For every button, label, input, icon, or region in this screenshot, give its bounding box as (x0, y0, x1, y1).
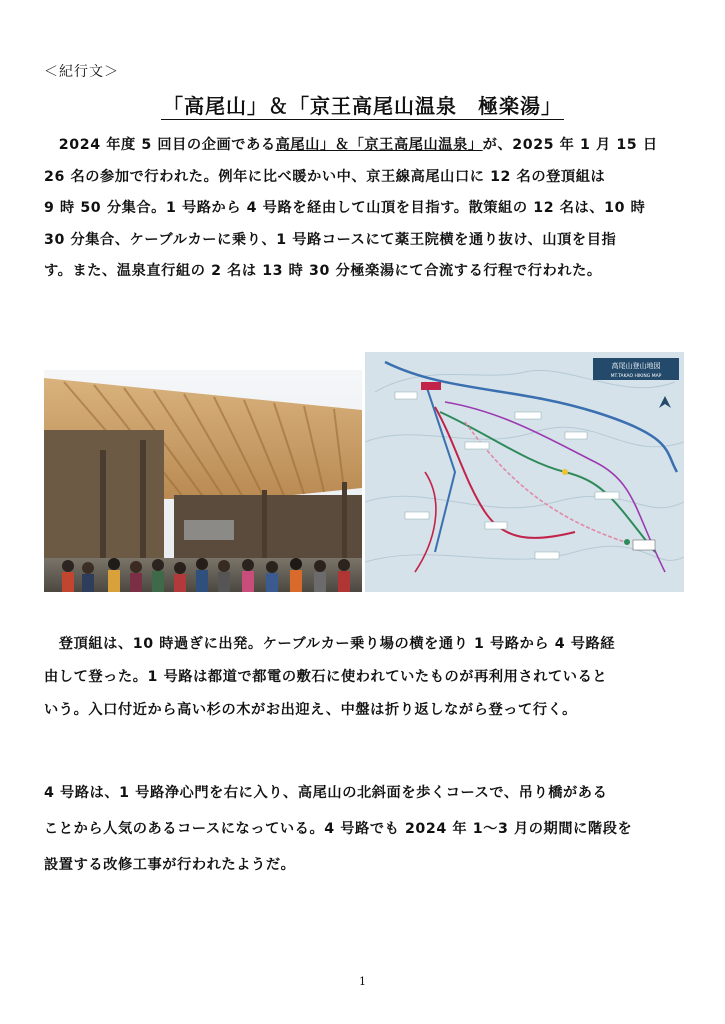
paragraph-line: 登頂組は、10 時過ぎに出発。ケーブルカー乗り場の横を通り 1 号路から 4 号路経 (44, 636, 616, 652)
paragraph-line: いう。入口付近から高い杉の木がお出迎え、中盤は折り返しながら登って行く。 (44, 702, 577, 718)
station-photo (44, 370, 362, 592)
hiking-map-photo (365, 352, 684, 592)
map-title-jp: 高尾山登山地図 (611, 362, 661, 370)
paragraph-line (44, 134, 684, 166)
text-span: 2024 年度 5 回目の企画である (44, 137, 276, 153)
paragraph-line: 26 名の参加で行われた。例年に比べ暖かい中、京王線高尾山口に 12 名の登頂組は (44, 168, 606, 185)
page-number: 1 (359, 975, 366, 988)
text-span: が、2025 年 1 月 15 日 (482, 137, 658, 153)
underlined-text: 高尾山」＆「京王高尾山温泉」 (275, 137, 483, 153)
photo-row (44, 352, 684, 592)
document-title (0, 90, 725, 119)
paragraph-2 (44, 633, 684, 732)
paragraph-line: 設置する改修工事が行われたようだ。 (44, 857, 296, 873)
map-title-en: MT.TAKAO HIKING MAP (610, 374, 662, 379)
paragraph-line: 4 号路は、1 号路浄心門を右に入り、高尾山の北斜面を歩くコースで、吊り橋がある (44, 785, 608, 801)
paragraph-line: 30 分集合、ケーブルカーに乗り、1 号路コースにて薬王院横を通り抜け、山頂を目指 (44, 231, 617, 248)
paragraph-1 (44, 134, 684, 292)
document-title-text: 「高尾山」＆「京王高尾山温泉 極楽湯」 (163, 94, 562, 118)
genre-label: ＜紀行文＞ (44, 64, 119, 80)
paragraph-line: 由して登った。1 号路は都道で都電の敷石に使われていたものが再利用されていると (44, 669, 608, 685)
paragraph-3 (44, 782, 684, 890)
paragraph-line: 9 時 50 分集合。1 号路から 4 号路を経由して山頂を目指す。散策組の 12 名は、10 時 (44, 200, 646, 216)
paragraph-line: ことから人気のあるコースになっている。4 号路でも 2024 年 1～3 月の期間に階段を (44, 821, 633, 837)
paragraph-line: す。また、温泉直行組の 2 名は 13 時 30 分極楽湯にて合流する行程で行われた。 (44, 263, 602, 279)
